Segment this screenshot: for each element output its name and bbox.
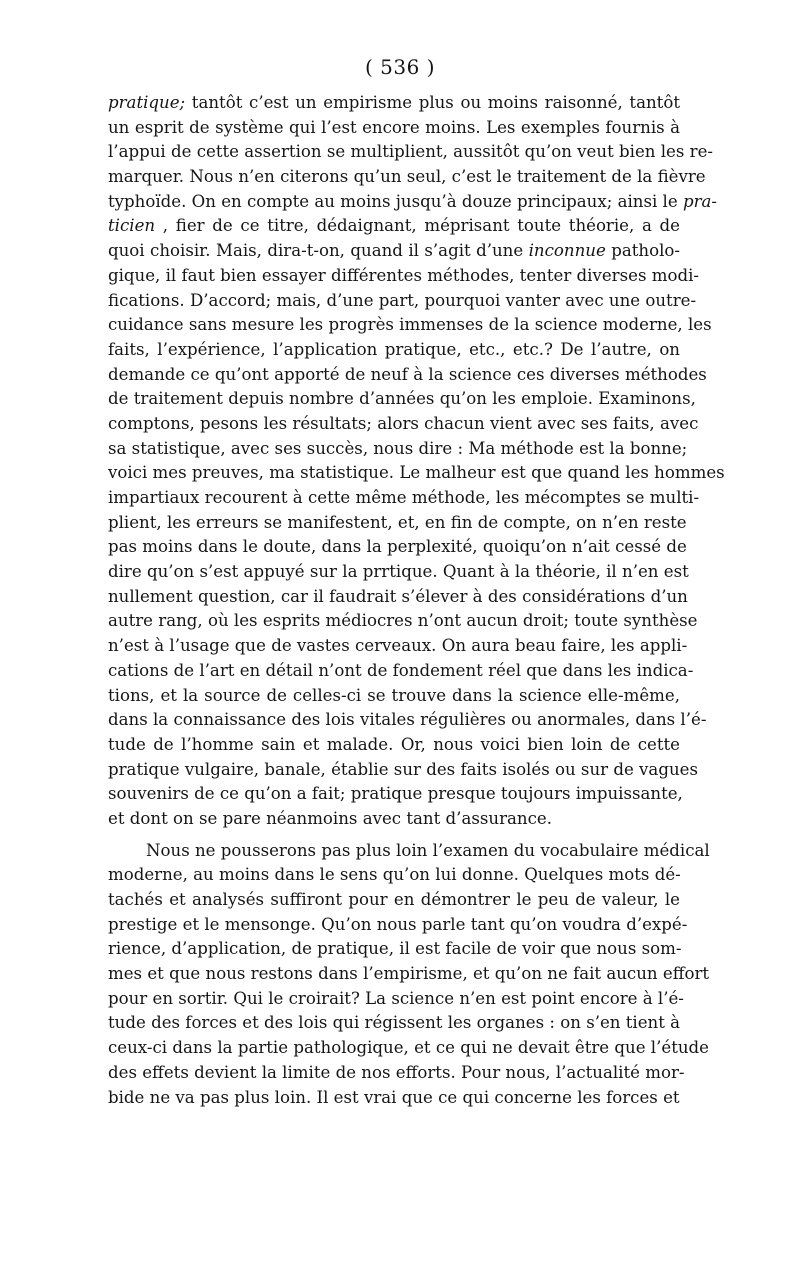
text-run: ceux-ci dans la partie pathologique, et ce qui ne devait être que l’étude bbox=[108, 1038, 710, 1058]
text-line bbox=[108, 338, 680, 363]
text-run: moderne, au moins dans le sens qu’on lui donne. Quelques mots dé- bbox=[108, 865, 681, 885]
text-run: l’appui de cette assertion se multiplient, aussitôt qu’on veut bien les re- bbox=[108, 142, 713, 162]
text-line bbox=[108, 782, 683, 807]
text-run: marquer. Nous n’en citerons qu’un seul, c’est le traitement de la fièvre bbox=[108, 167, 706, 187]
text-run: un esprit de système qui l’est encore moins. Les exemples fournis à bbox=[108, 117, 680, 137]
text-line bbox=[108, 888, 680, 913]
text-run: pratique vulgaire, banale, établie sur des faits isolés ou sur de vagues bbox=[108, 759, 698, 779]
text-line bbox=[108, 609, 698, 634]
text-line bbox=[108, 807, 680, 832]
text-line bbox=[108, 511, 687, 536]
text-run: mes et que nous restons dans l’empirisme, et qu’on ne fait aucun effort bbox=[108, 964, 710, 984]
text-line bbox=[108, 1086, 680, 1111]
text-line bbox=[108, 708, 707, 733]
text-line bbox=[108, 1011, 680, 1036]
paragraph bbox=[108, 91, 725, 832]
text-run: dire qu’on s’est appuyé sur la prrtique. Quant à la théorie, il n’en est bbox=[108, 562, 689, 582]
text-run: tude des forces et des lois qui régissent les organes : on s’en tient à bbox=[108, 1013, 681, 1033]
body-text bbox=[108, 91, 725, 1110]
text-run: Nous ne pousserons pas plus loin l’examen du vocabulaire médical bbox=[146, 840, 710, 860]
text-run: dans la connaissance des lois vitales régulières ou anormales, dans l’é- bbox=[108, 710, 707, 730]
text-run: pas moins dans le doute, dans la perplexité, quoiqu’on n’ait cessé de bbox=[108, 537, 687, 557]
text-line bbox=[108, 486, 700, 511]
text-line bbox=[108, 913, 688, 938]
text-line bbox=[108, 412, 699, 437]
text-run: comptons, pesons les résultats; alors chacun vient avec ses faits, avec bbox=[108, 413, 699, 433]
text-run: prestige et le mensonge. Qu’on nous parle tant qu’on voudra d’expé- bbox=[108, 914, 688, 934]
text-run: n’est à l’usage que de vastes cerveaux. On aura beau faire, les appli- bbox=[108, 636, 688, 656]
text-line bbox=[108, 684, 680, 709]
text-line bbox=[108, 91, 680, 116]
text-run: cations de l’art en détail n’ont de fondement réel que dans les indica- bbox=[108, 660, 694, 680]
text-line bbox=[108, 214, 680, 239]
text-line bbox=[108, 1036, 710, 1061]
text-run: cuidance sans mesure les progrès immenses de la science moderne, les bbox=[108, 315, 712, 335]
text-run: voici mes preuves, ma statistique. Le malheur est que quand les hommes bbox=[108, 463, 725, 483]
text-run: typhoïde. On en compte au moins jusqu’à douze principaux; ainsi le bbox=[108, 191, 683, 211]
text-run: nullement question, car il faudrait s’élever à des considérations d’un bbox=[108, 586, 688, 606]
text-run: impartiaux recourent à cette même méthode, les mécomptes se multi- bbox=[108, 488, 700, 507]
italic-text: ticien bbox=[108, 216, 156, 236]
text-line bbox=[108, 758, 698, 783]
text-run: autre rang, où les esprits médiocres n’ont aucun droit; toute synthèse bbox=[108, 611, 698, 631]
text-run: de traitement depuis nombre d’années qu’on les emploie. Examinons, bbox=[108, 389, 696, 409]
paragraph-gap bbox=[108, 832, 680, 839]
text-run: gique, il faut bien essayer différentes méthodes, tenter diverses modi- bbox=[108, 265, 699, 285]
text-run: tachés et analysés suffiront pour en démontrer le peu de valeur, le bbox=[108, 890, 680, 909]
text-line bbox=[108, 733, 680, 758]
text-line bbox=[108, 634, 688, 659]
italic-text: pra- bbox=[682, 191, 718, 211]
text-line bbox=[108, 190, 718, 215]
text-line bbox=[108, 535, 687, 560]
text-run: fications. D’accord; mais, d’une part, pourquoi vanter avec une outre- bbox=[108, 290, 697, 310]
text-line bbox=[108, 839, 710, 864]
text-run: bide ne va pas plus loin. Il est vrai que ce qui concerne les forces et bbox=[108, 1087, 680, 1107]
text-run: souvenirs de ce qu’on a fait; pratique presque toujours impuissante, bbox=[108, 784, 683, 804]
text-run: patholo- bbox=[605, 241, 680, 261]
text-run: plient, les erreurs se manifestent, et, en fin de compte, on n’en reste bbox=[108, 512, 687, 532]
text-line bbox=[108, 387, 696, 412]
text-run: des effets devient la limite de nos efforts. Pour nous, l’actualité mor- bbox=[108, 1062, 685, 1082]
text-line bbox=[108, 116, 680, 141]
text-run: sa statistique, avec ses succès, nous dire : Ma méthode est la bonne; bbox=[108, 438, 688, 458]
text-line bbox=[108, 962, 710, 987]
text-line bbox=[108, 264, 699, 289]
paragraph bbox=[108, 839, 710, 1111]
text-line bbox=[108, 313, 712, 338]
text-run: tions, et la source de celles-ci se trouve dans la science elle-même, bbox=[108, 685, 680, 705]
text-line bbox=[108, 165, 706, 190]
text-line bbox=[108, 289, 697, 314]
text-line bbox=[108, 937, 680, 962]
text-line bbox=[108, 437, 688, 462]
text-run: pour en sortir. Qui le croirait? La science n’en est point encore à l’é- bbox=[108, 988, 684, 1008]
text-run: et dont on se pare néanmoins avec tant d’assurance. bbox=[108, 808, 552, 828]
text-line bbox=[108, 585, 688, 610]
text-line bbox=[108, 987, 684, 1012]
text-run: , fier de ce titre, dédaignant, méprisant toute théorie, a de bbox=[155, 216, 680, 236]
text-run: quoi choisir. Mais, dira-t-on, quand il s’agit d’une bbox=[108, 241, 529, 261]
text-line bbox=[108, 363, 707, 388]
text-line bbox=[108, 863, 680, 888]
text-run: tude de l’homme sain et malade. Or, nous voici bien loin de cette bbox=[108, 734, 680, 754]
text-run: tantôt c’est un empirisme plus ou moins raisonné, tantôt bbox=[185, 93, 680, 112]
text-line bbox=[108, 659, 694, 684]
text-run: rience, d’application, de pratique, il est facile de voir que nous som- bbox=[108, 939, 682, 959]
text-line bbox=[108, 1061, 685, 1086]
text-line bbox=[108, 239, 680, 264]
text-line bbox=[108, 140, 713, 165]
text-line bbox=[108, 461, 725, 486]
text-line bbox=[108, 560, 689, 585]
text-run: demande ce qu’ont apporté de neuf à la science ces diverses méthodes bbox=[108, 364, 707, 384]
page-number: ( 536 ) bbox=[365, 55, 435, 79]
text-run: faits, l’expérience, l’application pratique, etc., etc.? De l’autre, on bbox=[108, 339, 680, 359]
italic-text: inconnue bbox=[528, 241, 606, 261]
italic-text: pratique; bbox=[108, 93, 186, 112]
